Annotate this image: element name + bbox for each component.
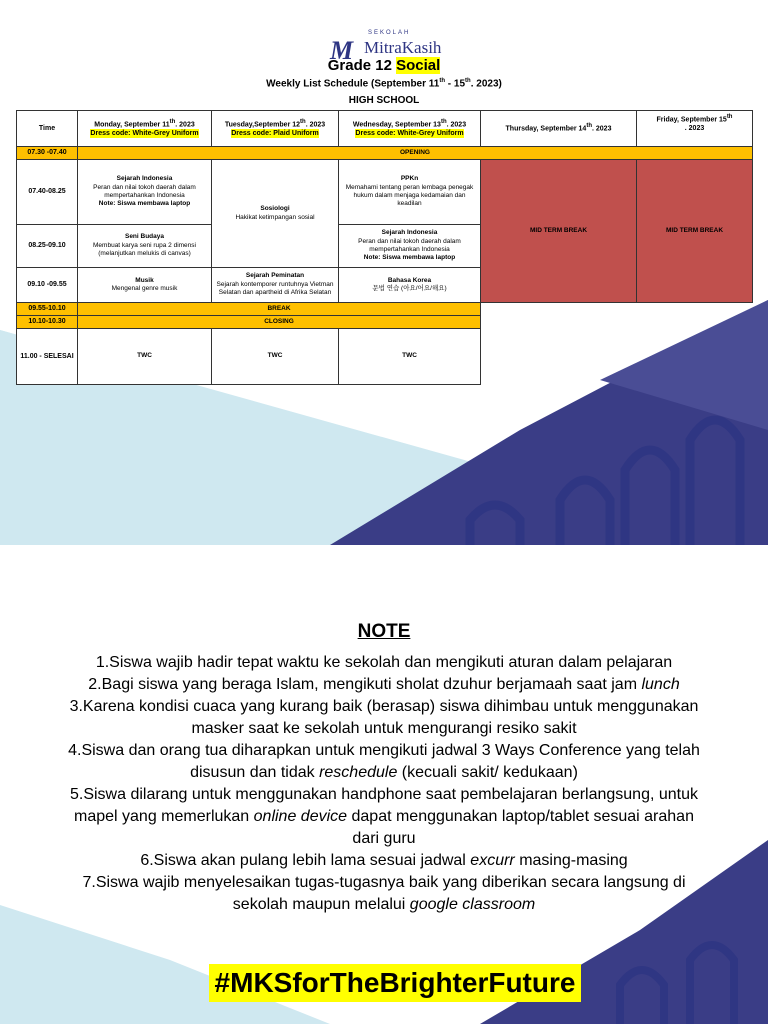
subject-note: Note: Siswa membawa laptop [98,200,191,208]
note-text: dapat menggunakan laptop/tablet sesuai arahan dari guru [347,808,694,847]
subject-title: Sejarah Indonesia [381,229,438,237]
closing-cell: CLOSING [78,316,481,329]
subject-desc: Hakikat ketimpangan sosial [235,213,315,221]
day-date: Monday, September 11 [94,121,170,129]
day-year: . 2023 [305,121,326,129]
thursday-mid-term-break: MID TERM BREAK [481,160,637,303]
day-sup: th [440,118,447,125]
opening-cell: OPENING [78,147,753,160]
subtitle-part: . 2023) [470,78,502,90]
time-cell: 07.40-08.25 [17,160,78,225]
subtitle-part: Weekly List Schedule (September 11 [266,78,440,90]
time-cell: 11.00 - SELESAI [17,329,78,385]
subject-desc: Peran dan nilai tokoh daerah dalam mempertahankan Indonesia [358,237,461,253]
subject-title: Bahasa Korea [387,276,432,284]
time-cell: 07.30 -07.40 [17,147,78,160]
page-title [0,57,768,74]
time-header: Time [17,111,78,147]
subject-title: Sejarah Indonesia [116,175,173,183]
monday-slot2 [78,225,212,268]
empty-cell [481,316,637,329]
table-header-row [17,111,753,147]
table-row [17,160,753,225]
note-item [60,872,708,916]
subject-desc: Membuat karya seni rupa 2 dimensi (melanjutkan melukis di canvas) [93,241,196,258]
day-sup: th [726,114,733,120]
note-item: 1.Siswa wajib hadir tepat waktu ke sekolah dan mengikuti aturan dalam pelajaran [95,654,673,671]
dress-code: Dress code: White-Grey Uniform [90,130,199,138]
subject-title: PPKn [400,175,419,183]
subtitle-part: - 15 [445,78,466,90]
day-year: . 2023 [684,125,705,133]
subject-title: Sejarah Peminatan [245,272,305,280]
day-header-tuesday [212,111,339,147]
note-emphasis: google classroom [409,896,536,913]
dress-code: Dress code: Plaid Uniform [231,130,319,138]
schedule-subtitle [0,78,768,89]
empty-cell [637,329,753,385]
day-year: . 2023 [175,121,195,129]
subject-title: Musik [135,276,154,284]
day-header-thursday [481,111,637,147]
monday-slot3 [78,268,212,303]
note-item [60,674,708,696]
day-sup: th [169,118,176,125]
note-emphasis: reschedule [319,764,398,781]
day-date: Wednesday, September 13 [352,121,441,129]
notes-list [60,652,708,916]
note-text: 5.Siswa dilarang untuk menggunakan handphone saat pembelajaran berlangsung, untuk mapel yang memerlukan [69,786,698,825]
wednesday-slot2 [339,225,481,268]
day-header-monday [78,111,212,147]
table-row [17,316,753,329]
note-text: masing-masing [514,852,628,869]
subject-title: Seni Budaya [124,233,164,241]
hashtag-banner: #MKSforTheBrighterFuture [209,964,581,1002]
break-cell: BREAK [78,303,481,316]
empty-cell [481,303,637,316]
table-row [17,147,753,160]
title-prefix: Grade 12 [327,57,397,74]
note-emphasis: lunch [641,676,680,693]
wednesday-twc: TWC [339,329,481,385]
note-item: 3.Karena kondisi cuaca yang kurang baik (berasap) siswa dihimbau untuk menggunakan masker saat ke sekolah untuk mengurangi resiko sakit [69,698,699,737]
day-date: Friday, September 15 [656,116,727,124]
time-cell: 10.10-10.30 [17,316,78,329]
subtitle-sup: th [465,78,471,84]
subject-desc: 문법 연습 (아요/어요/해요) [372,285,447,292]
tuesday-twc: TWC [212,329,339,385]
day-sup: th [586,123,592,130]
note-item [60,850,708,872]
time-cell: 09.55-10.10 [17,303,78,316]
wednesday-slot1 [339,160,481,225]
note-emphasis: online device [253,808,348,825]
dress-code: Dress code: White-Grey Uniform [355,130,464,138]
note-text: 6.Siswa akan pulang lebih lama sesuai jadwal [140,852,471,869]
subject-desc: Memahami tentang peran lembaga penegak hukum dalam menjaga kedamaian dan keadilan [345,183,474,208]
empty-cell [481,329,637,385]
school-level: HIGH SCHOOL [348,95,420,106]
logo-small-text: SEKOLAH [368,30,411,36]
day-year: . 2023 [592,125,612,133]
wednesday-slot3 [339,268,481,303]
empty-cell [637,316,753,329]
monday-slot1 [78,160,212,225]
subject-desc: Sejarah kontemporer runtuhnya Vietman Selatan dan apartheid di Afrika Selatan [216,280,334,297]
friday-mid-term-break: MID TERM BREAK [637,160,753,303]
tuesday-slot12 [212,160,339,268]
note-item [60,740,708,784]
logo-name: MitraKasih [364,38,442,57]
note-emphasis: excurr [470,852,515,869]
monday-twc: TWC [78,329,212,385]
schedule-table [16,110,753,385]
day-year: . 2023 [446,121,467,129]
subject-desc: Mengenal genre musik [111,285,178,292]
empty-cell [637,303,753,316]
note-text: 4.Siswa dan orang tua diharapkan untuk mengikuti jadwal 3 Ways Conference yang telah disusun dan tidak [68,742,700,781]
note-text: 2.Bagi siswa yang beraga Islam, mengikuti sholat dzuhur berjamaah saat jam [88,676,642,693]
day-date: Tuesday,September 12 [224,121,301,129]
time-cell: 08.25-09.10 [17,225,78,268]
logo-mark-icon: M [330,36,350,65]
day-header-wednesday [339,111,481,147]
note-title: NOTE [357,621,411,642]
table-row [17,329,753,385]
note-text: (kecuali sakit/ kedukaan) [397,764,578,781]
day-date: Thursday, September 14 [505,125,587,133]
time-cell: 09.10 -09.55 [17,268,78,303]
subtitle-sup: th [439,78,446,84]
day-sup: th [300,118,306,125]
day-header-friday [637,111,753,147]
subject-note: Note: Siswa membawa laptop [363,254,456,262]
note-text: 7.Siswa wajib menyelesaikan tugas-tugasnya baik yang diberikan secara langsung di sekolah maupun melalui [82,874,686,913]
tuesday-slot3 [212,268,339,303]
subject-desc: Peran dan nilai tokoh daerah dalam mempertahankan Indonesia [93,183,196,199]
title-highlight: Social [396,57,441,74]
table-row [17,303,753,316]
subject-title: Sosiologi [260,205,290,213]
note-item [60,784,708,850]
